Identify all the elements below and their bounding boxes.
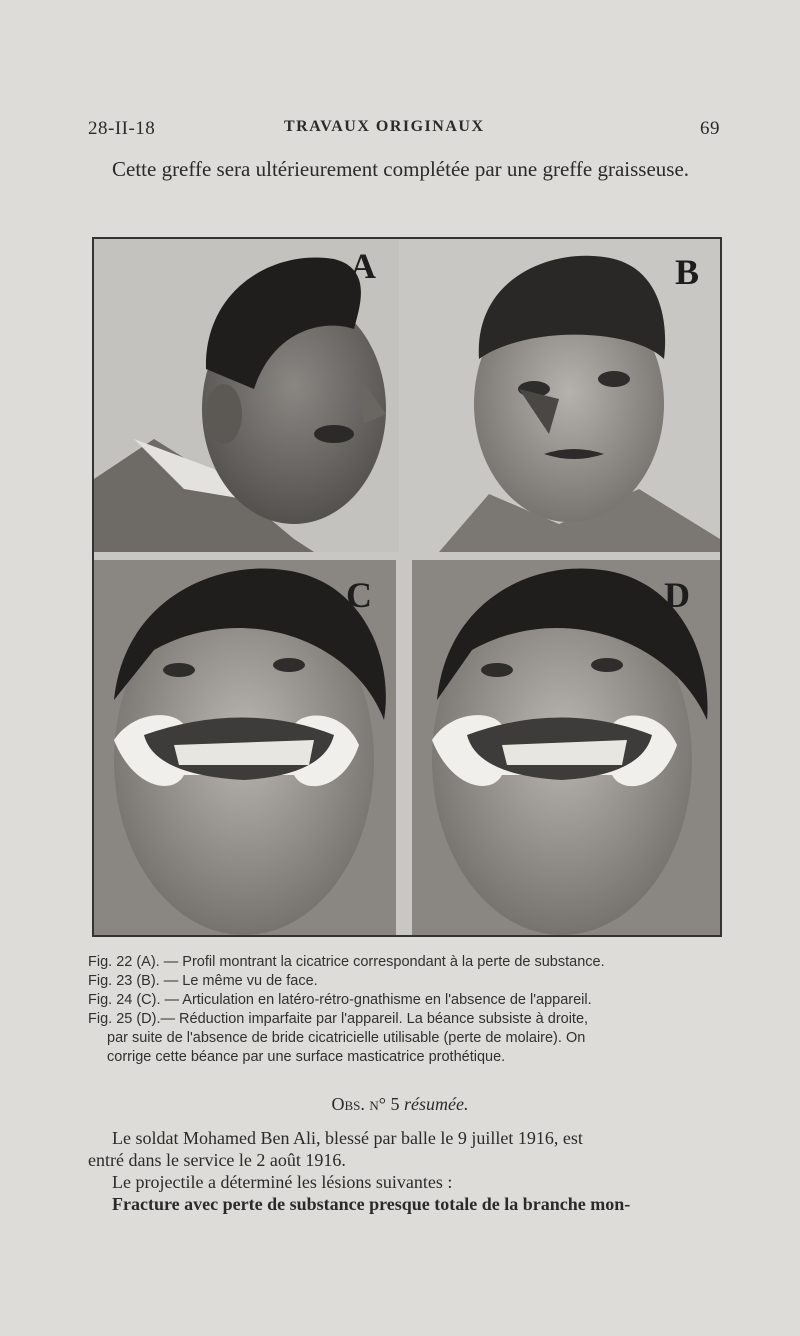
caption-fig-25-end: corrige cette béance par une surface masticatrice prothétique. xyxy=(107,1049,506,1065)
body-line-1: Le soldat Mohamed Ben Ali, blessé par balle le 9 juillet 1916, est xyxy=(112,1128,583,1148)
caption-fig-25-cont: par suite de l'absence de bride cicatricielle utilisable (perte de molaire). On xyxy=(107,1030,586,1046)
front-portrait xyxy=(399,239,720,552)
body-line-2: entré dans le service le 2 août 1916. xyxy=(88,1150,346,1170)
photo-panel-b xyxy=(399,239,720,552)
panel-letter-d: D xyxy=(664,575,690,615)
caption-fig-24: Fig. 24 (C). — Articulation en latéro-rétro-gnathisme en l'absence de l'appareil. xyxy=(88,992,592,1008)
page-header xyxy=(88,118,720,144)
observation-label: Obs. n° 5 xyxy=(331,1094,400,1114)
panel-letter-b: B xyxy=(675,252,700,292)
page-number: 69 xyxy=(700,118,720,139)
header-title: TRAVAUX ORIGINAUX xyxy=(284,118,485,135)
observation-heading xyxy=(0,1094,800,1115)
mouth-retractor-photo-d xyxy=(412,560,720,935)
caption-fig-25: Fig. 25 (D).— Réduction imparfaite par l'appareil. La béance subsiste à droite, xyxy=(88,1011,589,1027)
mouth-retractor-photo-c xyxy=(94,560,396,935)
figure-captions xyxy=(88,953,722,1067)
panel-letter-a: A xyxy=(350,246,376,286)
panel-letter-c: C xyxy=(346,575,372,615)
photo-panel-a xyxy=(94,239,399,552)
caption-fig-22: Fig. 22 (A). — Profil montrant la cicatrice correspondant à la perte de substance. xyxy=(88,954,605,970)
body-line-3: Le projectile a déterminé les lésions suivantes : xyxy=(112,1172,453,1192)
photo-panel-d xyxy=(412,560,720,935)
header-date: 28-II-18 xyxy=(88,118,156,139)
observation-qualifier: résumée. xyxy=(404,1094,469,1114)
body-line-4: Fracture avec perte de substance presque totale de la branche mon- xyxy=(112,1194,631,1214)
intro-paragraph: Cette greffe sera ultérieurement complétée par une greffe graisseuse. xyxy=(112,157,690,181)
caption-fig-23: Fig. 23 (B). — Le même vu de face. xyxy=(88,973,318,989)
photo-panel-c xyxy=(94,560,396,935)
figure-plate xyxy=(92,237,722,937)
body-text xyxy=(88,1127,722,1215)
